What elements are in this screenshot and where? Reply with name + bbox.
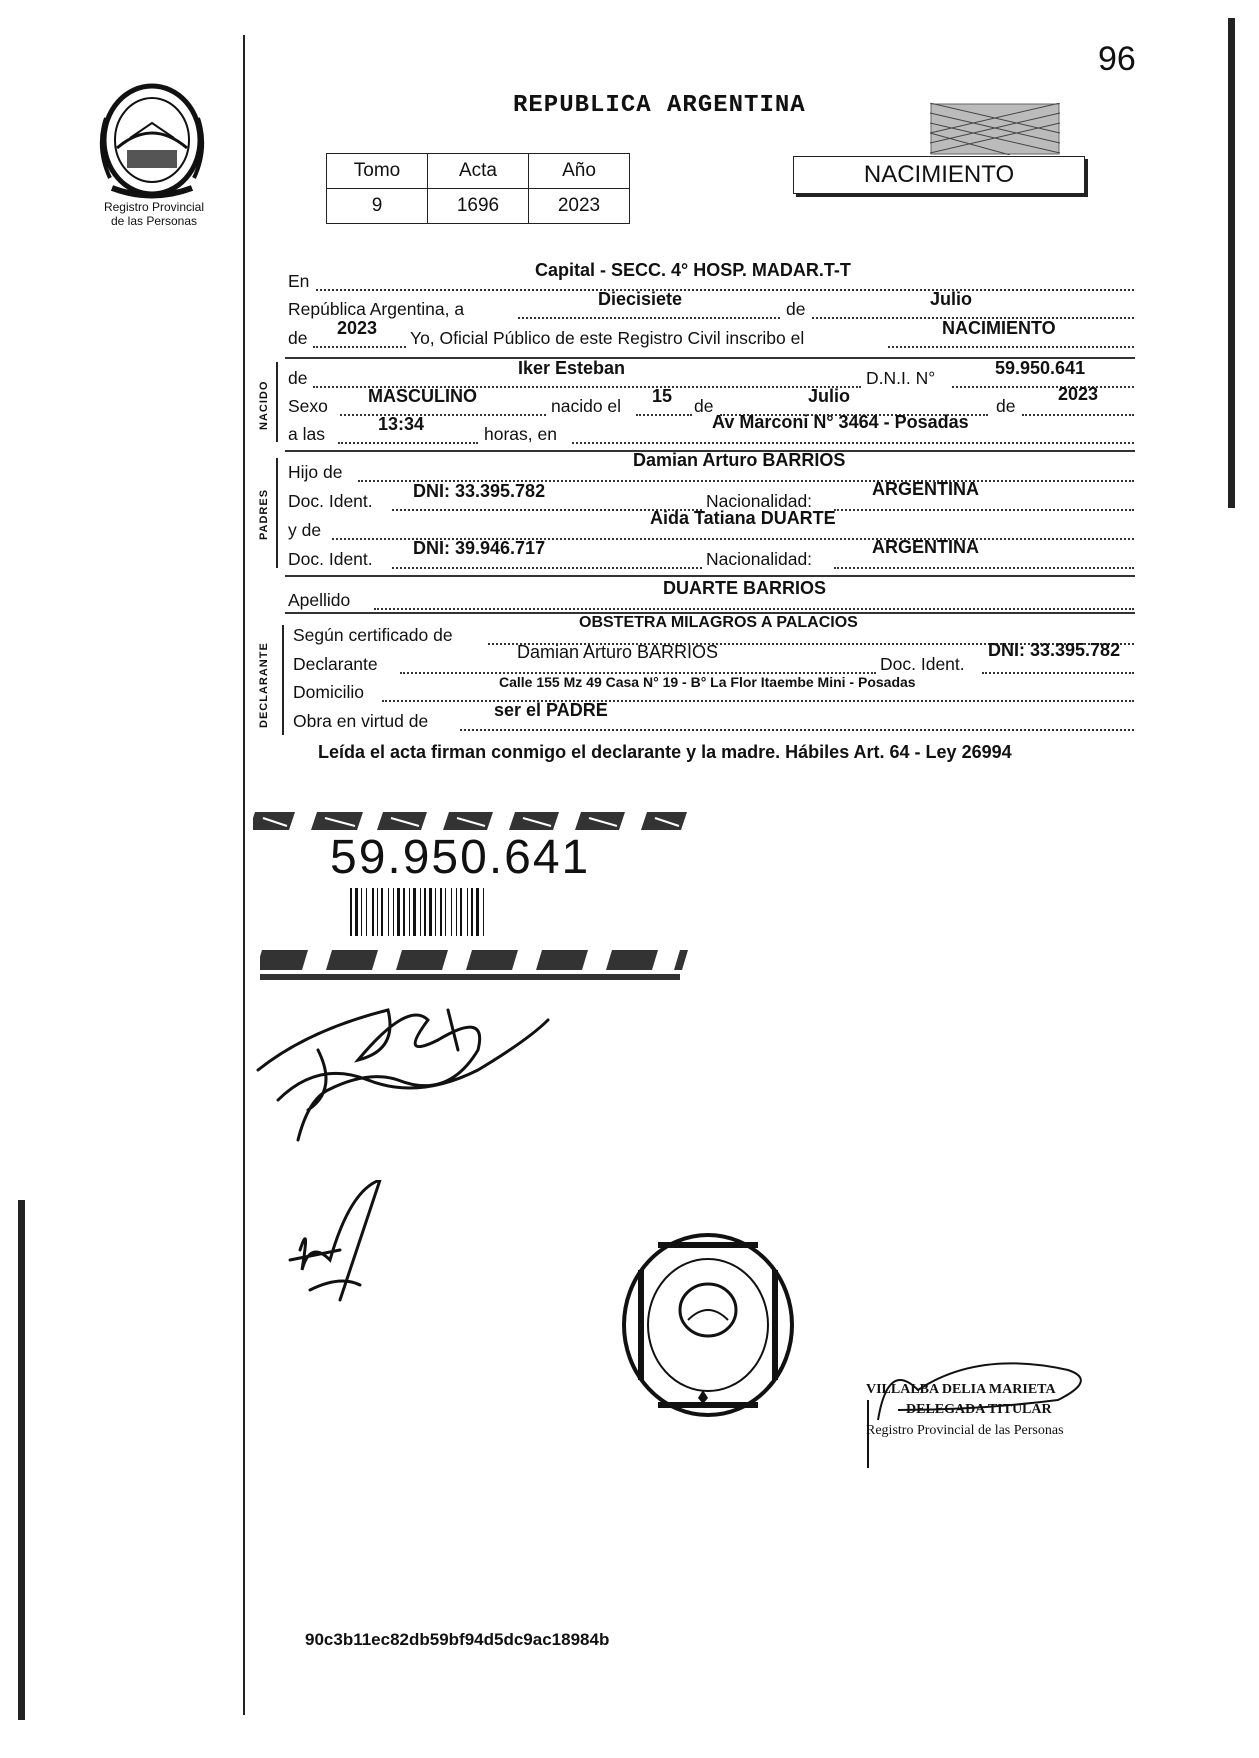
padres-section-label: PADRES [258, 488, 270, 540]
official-office: Registro Provincial de las Personas [866, 1423, 1064, 1438]
nacido-de-label: de [288, 368, 308, 388]
lugar-value: Av Marconi N° 3464 - Posadas [712, 412, 969, 432]
apellido-value: DUARTE BARRIOS [663, 578, 827, 598]
dotted-line [460, 729, 1134, 731]
padre-nacionalidad-value: ARGENTINA [872, 479, 979, 499]
en-value: Capital - SECC. 4° HOSP. MADAR.T-T [535, 260, 851, 280]
round-seal-icon [618, 1230, 798, 1420]
republica-label: República Argentina, a [288, 299, 465, 319]
dotted-line [518, 317, 780, 319]
anio-value: 2023 [337, 318, 378, 338]
de-anio-label: de [288, 328, 308, 348]
nacido-el-label: nacido el [551, 396, 622, 416]
nacido-section-bar [276, 362, 278, 442]
madre-value: Aida Tatiana DUARTE [650, 508, 836, 528]
horas-en-label: horas, en [484, 424, 557, 444]
nacido-dia-value: 15 [652, 386, 673, 406]
registry-label [84, 200, 224, 228]
table-row [327, 189, 630, 224]
left-edge-bar [18, 1200, 25, 1720]
padre-doc-label: Doc. Ident. [288, 491, 373, 511]
official-signature [280, 1180, 400, 1310]
dotted-line [338, 442, 478, 444]
registry-label-line2: de las Personas [110, 214, 198, 228]
en-label: En [288, 271, 310, 291]
anio-header: Año [529, 154, 630, 189]
dni-large-number: 59.950.641 [330, 831, 591, 884]
madre-nacionalidad-label: Nacionalidad: [706, 549, 813, 569]
dotted-line [316, 289, 1134, 291]
acta-value: 1696 [428, 189, 529, 224]
domicilio-label: Domicilio [293, 682, 364, 702]
padre-doc-value: DNI: 33.395.782 [413, 481, 546, 501]
document-hash: 90c3b11ec82db59bf94d5dc9ac18984b [305, 1630, 610, 1649]
inscribo-value: NACIMIENTO [942, 318, 1056, 338]
domicilio-value: Calle 155 Mz 49 Casa N° 19 - B° La Flor Itaembe Mini - Posadas [499, 674, 916, 690]
hora-value: 13:34 [378, 414, 425, 434]
declarante-section-label: DECLARANTE [258, 642, 270, 728]
declarante-label: Declarante [293, 654, 378, 674]
madre-doc-label: Doc. Ident. [288, 549, 373, 569]
dotted-line [313, 346, 406, 348]
certificado-value: OBSTETRA MILAGROS A PALACIOS [579, 614, 858, 631]
declarante-doc-value: DNI: 33.395.782 [988, 640, 1121, 660]
right-edge-bar [1228, 18, 1235, 508]
official-title: DELEGADA TITULAR [906, 1402, 1052, 1417]
barcode-icon [350, 888, 570, 936]
obra-value: ser el PADRE [494, 700, 608, 720]
padres-section-bar [276, 458, 278, 568]
obra-label: Obra en virtud de [293, 711, 429, 731]
declarante-value: Damian Arturo BARRIOS [517, 642, 719, 662]
apellido-label: Apellido [288, 590, 351, 610]
provincial-logo-icon [92, 78, 212, 200]
a-las-label: a las [288, 424, 325, 444]
anio-value: 2023 [529, 189, 630, 224]
padre-value: Damian Arturo BARRIOS [633, 450, 846, 470]
dotted-line [982, 672, 1134, 674]
country-title: REPUBLICA ARGENTINA [513, 92, 806, 119]
dotted-line [952, 386, 1134, 388]
dni-value: 59.950.641 [995, 358, 1086, 378]
nombre-value: Iker Esteban [518, 358, 626, 378]
declarante-section-bar [282, 625, 284, 735]
dotted-line [834, 567, 1134, 569]
registry-label-line1: Registro Provincial [103, 200, 205, 214]
nacido-de-mes-label: de [694, 396, 714, 416]
tomo-acta-table [326, 153, 630, 224]
record-type-box: NACIMIENTO [793, 156, 1085, 194]
nacido-anio-value: 2023 [1058, 384, 1099, 404]
hatched-stamp-icon [930, 103, 1060, 155]
closing-statement: Leída el acta firman conmigo el declarante y la madre. Hábiles Art. 64 - Ley 26994 [318, 742, 1012, 762]
dotted-line [392, 567, 702, 569]
sexo-value: MASCULINO [368, 386, 477, 406]
y-de-label: y de [288, 520, 322, 540]
official-name: VILLALBA DELIA MARIETA [866, 1382, 1056, 1397]
dotted-line [572, 442, 1134, 444]
dotted-line [636, 414, 692, 416]
padre-nacionalidad-label: Nacionalidad: [706, 491, 813, 511]
mes-value: Julio [930, 289, 973, 309]
madre-nacionalidad-value: ARGENTINA [872, 537, 979, 557]
de-label: de [786, 299, 806, 319]
certificado-label: Según certificado de [293, 625, 453, 645]
nacido-mes-value: Julio [808, 386, 851, 406]
dotted-line [834, 509, 1134, 511]
left-margin-rule [243, 35, 245, 1715]
dotted-line [1022, 414, 1134, 416]
nacido-section-label: NACIDO [258, 380, 270, 430]
sexo-label: Sexo [288, 396, 328, 416]
nacido-de-anio-label: de [996, 396, 1016, 416]
page-number: 96 [1098, 40, 1136, 78]
madre-doc-value: DNI: 39.946.717 [413, 538, 546, 558]
dotted-line [888, 346, 1134, 348]
declarante-doc-label: Doc. Ident. [880, 654, 965, 674]
dotted-line [374, 608, 1134, 610]
dotted-line [340, 414, 546, 416]
hijo-de-label: Hijo de [288, 462, 343, 482]
acta-header: Acta [428, 154, 529, 189]
oficial-text: Yo, Oficial Público de este Registro Civil inscribo el [410, 328, 805, 348]
declarante-signature [248, 990, 568, 1160]
dia-value: Diecisiete [598, 289, 683, 309]
tomo-header: Tomo [327, 154, 428, 189]
table-row [327, 154, 630, 189]
hologram-strip-icon [260, 944, 700, 982]
section-divider [285, 575, 1135, 577]
dni-label: D.N.I. N° [866, 368, 936, 388]
tomo-value: 9 [327, 189, 428, 224]
